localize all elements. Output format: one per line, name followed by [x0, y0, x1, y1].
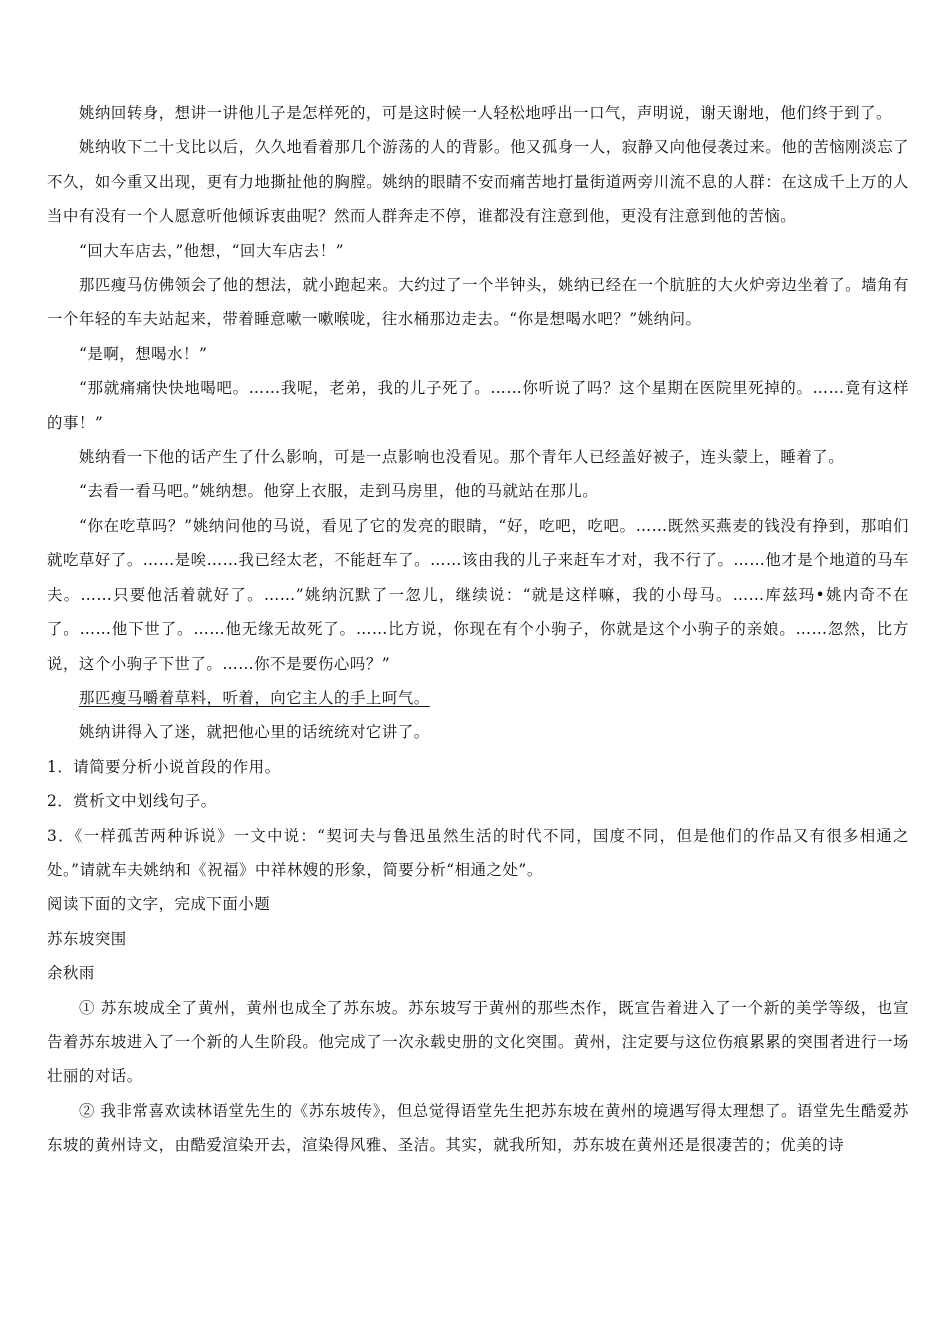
- story-paragraph-9: “你在吃草吗？”姚纳问他的马说，看见了它的发亮的眼睛，“好，吃吧，吃吧。……既然买燕麦的钱没有挣到，那咱们就吃草好了。……是唉……我已经太老，不能赶车了。……该由我的儿子来赶车才对，我不行了。……他才是个地道的马车夫。……只要他活着就好了。……”姚纳沉默了一忽儿，继续说：“就是这样嘛，我的小母马。……库兹玛•姚内奇不在了。……他下世了。……他无缘无故死了。……比方说，你现在有个小驹子，你就是这个小驹子的亲娘。……忽然，比方说，这个小驹子下世了。……你不是要伤心吗？”: [47, 516, 909, 673]
- article-paragraph-2: ② 我非常喜欢读林语堂先生的《苏东坡传》，但总觉得语堂先生把苏东坡在黄州的境遇写得太理想了。语堂先生酷爱苏东坡的黄州诗文，由酷爱渲染开去，渲染得风雅、圣洁。其实，就我所知，苏东坡在黄州还是很凄苦的；优美的诗: [47, 1101, 909, 1155]
- story-paragraph-1: 姚纳回转身，想讲一讲他儿子是怎样死的，可是这时候一人轻松地呼出一口气，声明说，谢天谢地，他们终于到了。: [79, 104, 892, 122]
- reading-instruction: 阅读下面的文字，完成下面小题: [47, 895, 271, 914]
- story-paragraph-11: 姚纳讲得入了迷，就把他心里的话统统对它讲了。: [79, 723, 430, 742]
- document-page: [47, 96, 909, 1163]
- question-3: 3．《一样孤苦两种诉说》一文中说：“契诃夫与鲁迅虽然生活的时代不同，国度不同，但是他们的作品又有很多相通之处。”请就车夫姚纳和《祝福》中祥林嫂的形象，简要分析“相通之处”。: [47, 826, 909, 879]
- story-paragraph-3: “回大车店去，”他想，“回大车店去！”: [79, 241, 345, 260]
- story-paragraph-5: “是啊，想喝水！”: [79, 344, 208, 363]
- story-paragraph-4: 那匹瘦马仿佛领会了他的想法，就小跑起来。大约过了一个半钟头，姚纳已经在一个肮脏的大火炉旁边坐着了。墙角有一个年轻的车夫站起来，带着睡意嗽一嗽喉咙，往水桶那边走去。“你是想喝水吧？”姚纳问。: [47, 276, 909, 329]
- article-author: 余秋雨: [47, 964, 95, 983]
- underlined-sentence: 那匹瘦马嚼着草料，听着，向它主人的手上呵气。: [79, 688, 430, 707]
- story-paragraph-7: 姚纳看一下他的话产生了什么影响，可是一点影响也没看见。那个青年人已经盖好被子，连头蒙上，睡着了。: [79, 448, 845, 467]
- story-paragraph-6: “那就痛痛快快地喝吧。……我呢，老弟，我的儿子死了。……你听说了吗？这个星期在医院里死掉的。……竟有这样的事！”: [47, 379, 909, 432]
- story-paragraph-8: “去看一看马吧。”姚纳想。他穿上衣服，走到马房里，他的马就站在那儿。: [79, 482, 599, 501]
- article-title: 苏东坡突围: [47, 929, 127, 948]
- question-2: 2．赏析文中划线句子。: [47, 792, 217, 811]
- underlined-sentence-paragraph: [47, 681, 909, 715]
- story-paragraph-2: 姚纳收下二十戈比以后，久久地看着那几个游荡的人的背影。他又孤身一人，寂静又向他侵袭过来。他的苦恼刚淡忘了不久，如今重又出现，更有力地撕扯他的胸膛。姚纳的眼睛不安而痛苦地打量街道两旁川流不息的人群：在这成千上万的人当中有没有一个人愿意听他倾诉衷曲呢？然而人群奔走不停，谁都没有注意到他，更没有注意到他的苦恼。: [47, 138, 909, 226]
- article-paragraph-1: ① 苏东坡成全了黄州，黄州也成全了苏东坡。苏东坡写于黄州的那些杰作，既宣告着进入了一个新的美学等级，也宣告着苏东坡进入了一个新的人生阶段。他完成了一次永载史册的文化突围。黄州，注定要与这位伤痕累累的突围者进行一场壮丽的对话。: [47, 998, 909, 1086]
- question-1: 1．请简要分析小说首段的作用。: [47, 757, 281, 776]
